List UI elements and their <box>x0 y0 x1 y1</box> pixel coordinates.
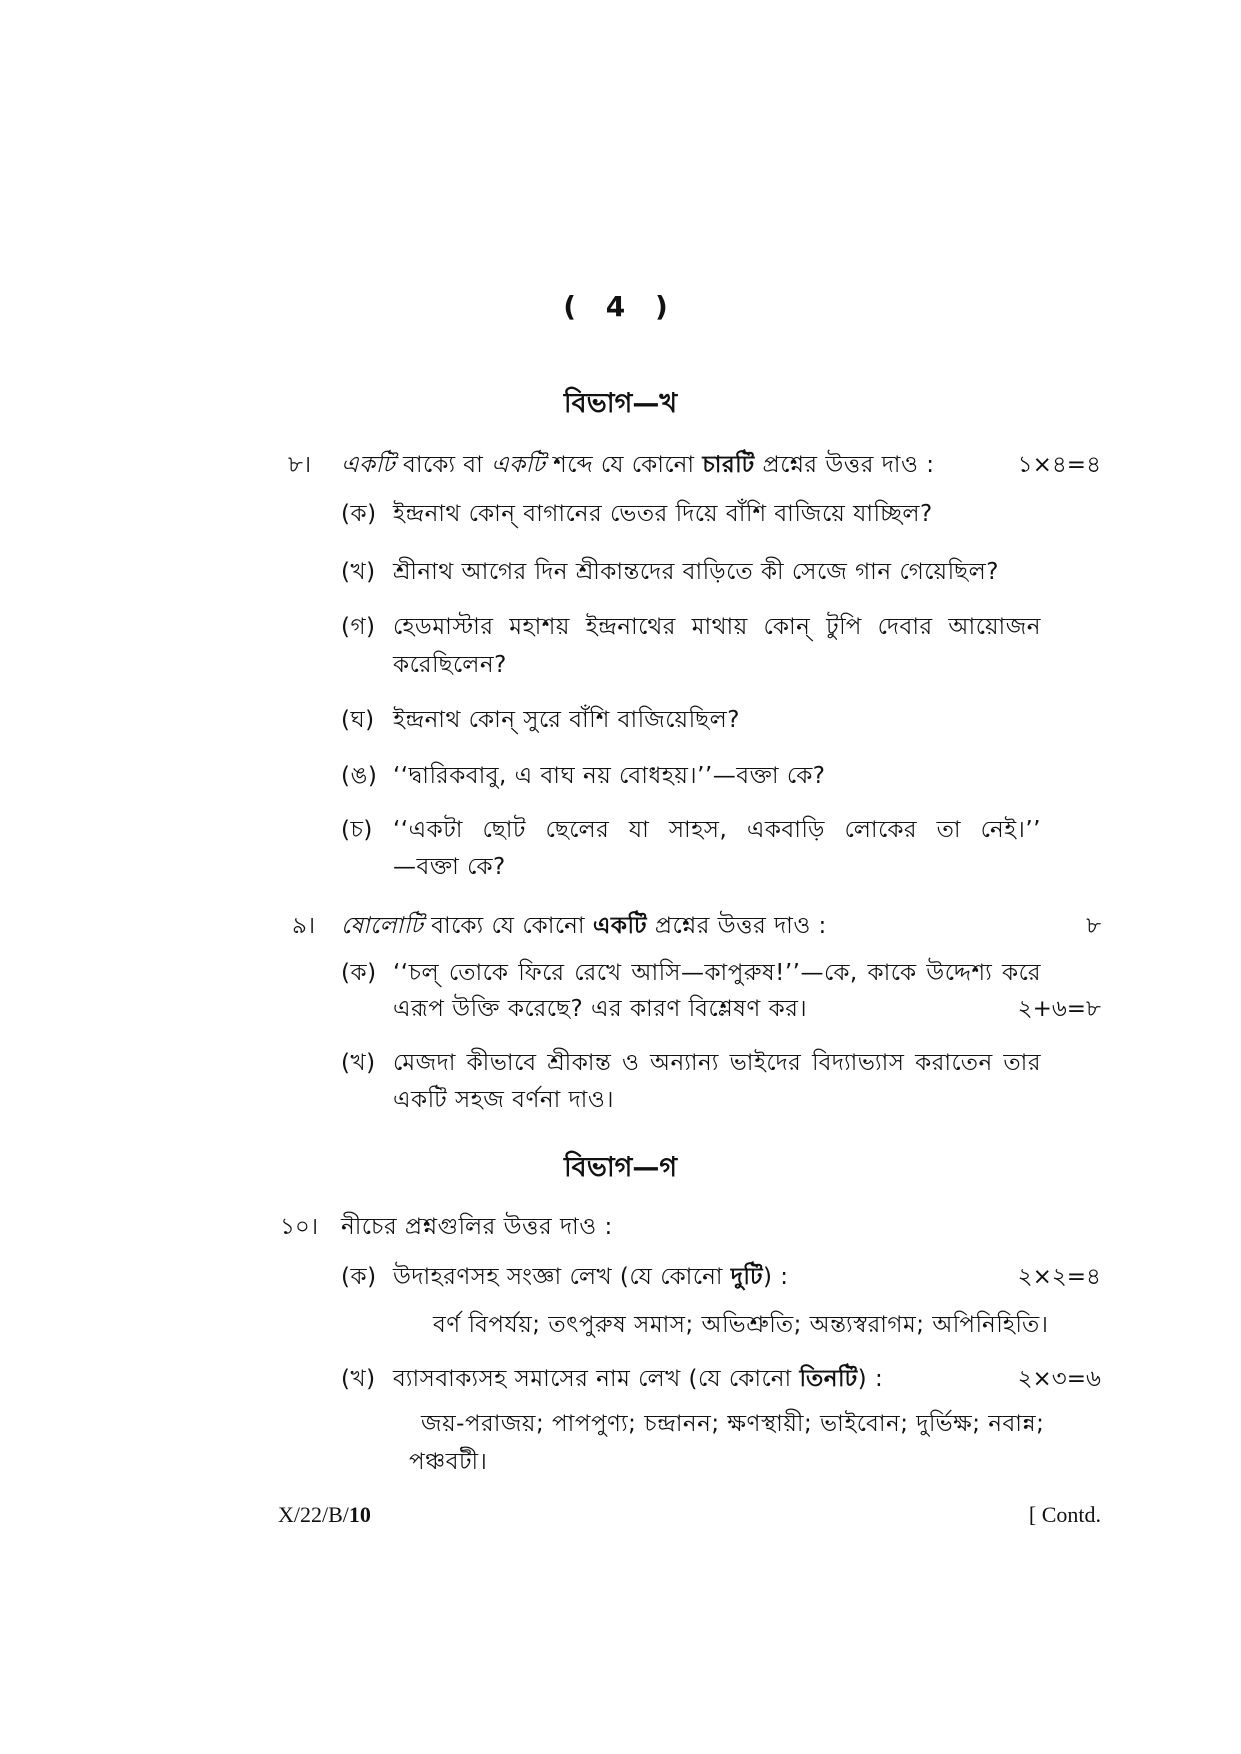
sub-question-text <box>393 1258 789 1297</box>
sub-question-text-part: ) : <box>857 1366 884 1392</box>
term-list: বর্ণ বিপর্যয়; তৎপুরুষ সমাস; অভিশ্রুতি; অন্ত্যস্বরাগম; অপিনিহিতি। <box>433 1312 1049 1338</box>
sub-question-text: হেডমাস্টার মহাশয় ইন্দ্রনাথের মাথায় কোন্ টুপি দেবার আয়োজন <box>393 614 1041 640</box>
sub-question-text: ‘‘একটা ছোট ছেলের যা সাহস, একবাড়ি লোকের তা নেই।’’ <box>393 817 1041 843</box>
section-heading-ga: বিভাগ—গ <box>563 1152 678 1183</box>
sub-question-text: ইন্দ্রনাথ কোন্ বাগানের ভেতর দিয়ে বাঁশি বাজিয়ে যাচ্ছিল? <box>393 501 933 527</box>
sub-question-bold: দুটি <box>730 1264 763 1290</box>
sub-question-label: (খ) <box>341 1366 376 1392</box>
question-number-8: ৮। <box>288 452 312 478</box>
instruction-bold: একটি <box>592 913 648 939</box>
instruction-italic: ষোলোটি <box>341 913 424 939</box>
sub-question-label: (ঘ) <box>341 707 375 733</box>
sub-question-label: (ক) <box>341 501 377 527</box>
term-list-cont: পঞ্চবটী। <box>409 1449 488 1475</box>
instruction-text: প্রশ্নের উত্তর দাও : <box>754 452 935 478</box>
instruction-italic: একটি <box>491 452 546 478</box>
sub-question-label: (খ) <box>341 559 376 585</box>
sub-question-text-cont: —বক্তা কে? <box>393 854 506 880</box>
question-8-instruction <box>341 446 934 485</box>
sub-question-bold: তিনটি <box>799 1366 858 1392</box>
question-number-10: ১০। <box>280 1214 319 1240</box>
instruction-text: প্রশ্নের উত্তর দাও : <box>647 913 827 939</box>
sub-question-text-part: উদাহরণসহ সংজ্ঞা লেখ (যে কোনো <box>393 1264 731 1290</box>
sub-question-text: ‘‘চল্ তোকে ফিরে রেখে আসি—কাপুরুষ!’’—কে, কাকে উদ্দেশ্য করে <box>393 960 1041 986</box>
sub-question-label: (গ) <box>341 614 376 640</box>
sub-question-text: মেজদা কীভাবে শ্রীকান্ত ও অন্যান্য ভাইদের বিদ্যাভ্যাস করাতেন তার <box>393 1050 1041 1076</box>
instruction-bold: চারটি <box>702 452 755 478</box>
question-number-9: ৯। <box>292 913 316 939</box>
sub-question-label: (ক) <box>341 960 377 986</box>
instruction-italic: একটি <box>341 452 396 478</box>
sub-question-text <box>393 1360 883 1399</box>
sub-question-marks: ২×৩=৬ <box>1017 1366 1101 1392</box>
instruction-text: বাক্যে বা <box>395 452 492 478</box>
sub-question-text-part: ) : <box>762 1264 789 1290</box>
term-list: জয়-পরাজয়; পাপপুণ্য; চন্দ্রানন; ক্ষণস্থায়ী; ভাইবোন; দুর্ভিক্ষ; নবান্ন; <box>421 1411 1045 1437</box>
sub-question-label: (চ) <box>341 817 373 843</box>
sub-question-label: (ঙ) <box>341 763 378 789</box>
paper-code-prefix: X/22/B/ <box>278 1502 349 1527</box>
sub-question-text: ইন্দ্রনাথ কোন্ সুরে বাঁশি বাজিয়েছিল? <box>393 707 740 733</box>
instruction-text: শব্দে যে কোনো <box>545 452 703 478</box>
question-10-instruction: নীচের প্রশ্নগুলির উত্তর দাও : <box>341 1214 613 1240</box>
question-9-instruction <box>341 907 827 946</box>
sub-question-text: শ্রীনাথ আগের দিন শ্রীকান্তদের বাড়িতে কী সেজে গান গেয়েছিল? <box>393 559 999 585</box>
sub-question-text-cont: একটি সহজ বর্ণনা দাও। <box>393 1087 614 1113</box>
sub-question-label: (খ) <box>341 1050 376 1076</box>
question-9-marks: ৮ <box>1086 913 1101 939</box>
paper-code <box>278 1502 371 1528</box>
paper-code-number: 10 <box>348 1502 371 1527</box>
sub-question-text-part: ব্যাসবাক্যসহ সমাসের নাম লেখ (যে কোনো <box>393 1366 800 1392</box>
sub-question-text: ‘‘দ্বারিকবাবু, এ বাঘ নয় বোধহয়।’’—বক্তা কে? <box>393 763 826 789</box>
sub-question-marks: ২+৬=৮ <box>1017 996 1101 1022</box>
sub-question-label: (ক) <box>341 1264 377 1290</box>
section-heading-kha: বিভাগ—খ <box>563 388 678 419</box>
page-number: ( 4 ) <box>563 290 678 323</box>
instruction-text: বাক্যে যে কোনো <box>423 913 593 939</box>
sub-question-marks: ২×২=৪ <box>1017 1264 1101 1290</box>
sub-question-text-cont: এরূপ উক্তি করেছে? এর কারণ বিশ্লেষণ কর। <box>393 996 808 1022</box>
question-8-marks: ১×৪=৪ <box>1017 452 1101 478</box>
continued-label: [ Contd. <box>1028 1502 1101 1527</box>
sub-question-text-cont: করেছিলেন? <box>393 652 507 678</box>
